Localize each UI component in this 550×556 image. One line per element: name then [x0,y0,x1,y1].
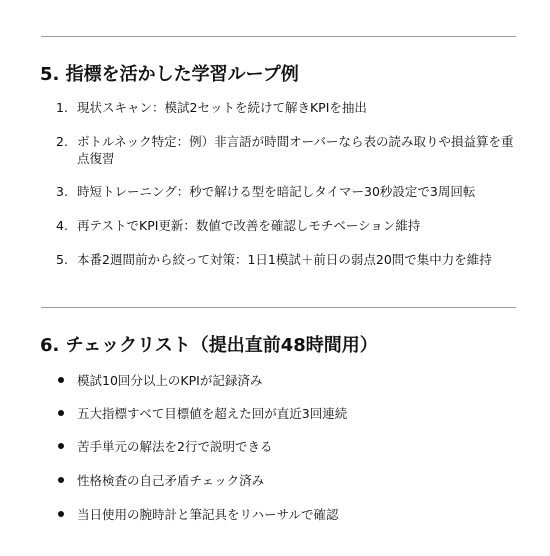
list-number: 5. [56,252,68,267]
list-item-text: 再テストでKPI更新：数値で改善を確認しモチベーション維持 [77,218,421,233]
list-item-text: 性格検査の自己矛盾チェック済み [77,473,265,488]
section-5-heading: 5. 指標を活かした学習ループ例 [40,64,299,85]
bullet-icon [58,410,64,416]
bullet-icon [58,511,64,517]
divider-middle [41,307,516,308]
list-item-text: 苦手単元の解法を2行で説明できる [77,439,273,454]
list-item-text: 時短トレーニング：秒で解ける型を暗記しタイマー30秒設定で3周回転 [77,184,476,199]
list-number: 3. [56,184,68,199]
list-item-text: 本番2週間前から絞って対策：1日1模試＋前日の弱点20問で集中力を維持 [77,252,492,267]
bullet-icon [58,443,64,449]
list-item-text: 当日使用の腕時計と筆記具をリハーサルで確認 [77,507,339,522]
list-number: 4. [56,218,68,233]
bullet-icon [58,477,64,483]
list-number: 1. [56,100,68,115]
list-number: 2. [56,134,68,149]
list-item-text: 五大指標すべて目標値を超えた回が直近3回連続 [77,406,348,421]
section-6-heading: 6. チェックリスト（提出直前48時間用） [40,335,378,356]
bullet-icon [58,377,64,383]
list-item-text: 現状スキャン：模試2セットを続けて解きKPIを抽出 [77,100,367,115]
list-item-text: 模試10回分以上のKPIが記録済み [77,373,263,388]
divider-top [41,36,516,37]
list-item-text: ボトルネック特定：例）非言語が時間オーバーなら表の読み取りや損益算を重点復習 [77,134,514,166]
